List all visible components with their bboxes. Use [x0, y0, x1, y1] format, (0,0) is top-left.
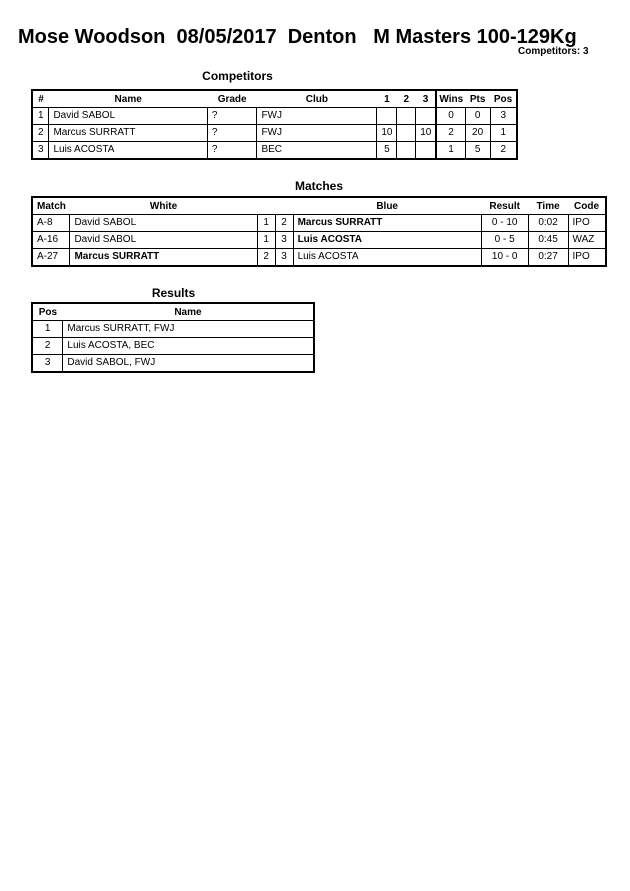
competitor-pos: 3: [490, 108, 517, 125]
competitor-club: BEC: [257, 142, 377, 160]
competitor-pts: 5: [465, 142, 490, 160]
competitor-score-1: [377, 108, 397, 125]
col-header-club: Club: [257, 90, 377, 108]
competitor-row: [32, 142, 517, 160]
competitor-num: 2: [32, 125, 49, 142]
competitor-name: Luis ACOSTA: [49, 142, 207, 160]
match-time: 0:45: [528, 232, 568, 249]
match-code: IPO: [568, 215, 606, 232]
result-name: David SABOL, FWJ: [63, 355, 314, 373]
results-section-title: Results: [151, 286, 196, 300]
col-header-results-pos: Pos: [32, 303, 63, 321]
matches-header-row: [32, 197, 606, 215]
match-white-num: 2: [257, 249, 275, 267]
match-white-name: David SABOL: [70, 232, 257, 249]
match-time: 0:02: [528, 215, 568, 232]
col-header-results-name: Name: [63, 303, 314, 321]
result-pos: 2: [32, 338, 63, 355]
competitor-name: David SABOL: [49, 108, 207, 125]
result-pos: 1: [32, 321, 63, 338]
competitor-score-3: [416, 108, 437, 125]
col-header-wins: Wins: [436, 90, 465, 108]
col-header-grade: Grade: [207, 90, 257, 108]
competitors-header-row: [32, 90, 517, 108]
match-result: 0 - 10: [481, 215, 528, 232]
match-id: A-8: [32, 215, 70, 232]
match-time: 0:27: [528, 249, 568, 267]
page-title: Mose Woodson 08/05/2017 Denton M Masters 100-129Kg: [18, 26, 577, 48]
result-pos: 3: [32, 355, 63, 373]
match-id: A-16: [32, 232, 70, 249]
result-name: Luis ACOSTA, BEC: [63, 338, 314, 355]
match-white-name: Marcus SURRATT: [70, 249, 257, 267]
competitor-num: 1: [32, 108, 49, 125]
competitor-club: FWJ: [257, 108, 377, 125]
col-header-result: Result: [481, 197, 528, 215]
match-blue-name: Luis ACOSTA: [293, 232, 481, 249]
col-header-time: Time: [528, 197, 568, 215]
match-blue-num: 2: [275, 215, 293, 232]
result-row: [32, 321, 314, 338]
competitor-row: [32, 125, 517, 142]
competitor-grade: ?: [207, 125, 257, 142]
competitor-club: FWJ: [257, 125, 377, 142]
match-result: 10 - 0: [481, 249, 528, 267]
competitors-count: Competitors: 3: [518, 46, 589, 57]
col-header-score-3: 3: [416, 90, 437, 108]
competitor-score-1: 5: [377, 142, 397, 160]
results-header-row: [32, 303, 314, 321]
competitor-pos: 2: [490, 142, 517, 160]
match-blue-num: 3: [275, 249, 293, 267]
result-row: [32, 355, 314, 373]
match-code: IPO: [568, 249, 606, 267]
competitor-pts: 20: [465, 125, 490, 142]
matches-table: [31, 196, 607, 267]
match-blue-name: Luis ACOSTA: [293, 249, 481, 267]
col-header-num: #: [32, 90, 49, 108]
competitor-pts: 0: [465, 108, 490, 125]
competitor-score-2: [397, 142, 416, 160]
match-white-name: David SABOL: [70, 215, 257, 232]
col-header-pos: Pos: [490, 90, 517, 108]
col-header-code: Code: [568, 197, 606, 215]
competitor-row: [32, 108, 517, 125]
result-name: Marcus SURRATT, FWJ: [63, 321, 314, 338]
matches-section-title: Matches: [294, 179, 344, 193]
match-white-num: 1: [257, 215, 275, 232]
match-white-num: 1: [257, 232, 275, 249]
match-id: A-27: [32, 249, 70, 267]
match-row: [32, 232, 606, 249]
competitor-wins: 0: [436, 108, 465, 125]
competitor-wins: 2: [436, 125, 465, 142]
col-header-white: White: [70, 197, 257, 215]
col-header-score-2: 2: [397, 90, 416, 108]
results-table: [31, 302, 315, 373]
result-row: [32, 338, 314, 355]
match-blue-num: 3: [275, 232, 293, 249]
competitor-pos: 1: [490, 125, 517, 142]
col-header-match: Match: [32, 197, 70, 215]
competitor-grade: ?: [207, 142, 257, 160]
competitor-score-2: [397, 125, 416, 142]
competitor-score-3: [416, 142, 437, 160]
competitors-table: [31, 89, 518, 160]
competitor-wins: 1: [436, 142, 465, 160]
competitor-score-3: 10: [416, 125, 437, 142]
match-result: 0 - 5: [481, 232, 528, 249]
col-header-score-1: 1: [377, 90, 397, 108]
competitor-score-2: [397, 108, 416, 125]
col-header-pts: Pts: [465, 90, 490, 108]
competitor-score-1: 10: [377, 125, 397, 142]
competitors-section-title: Competitors: [202, 69, 273, 83]
match-row: [32, 215, 606, 232]
competitor-grade: ?: [207, 108, 257, 125]
competitor-num: 3: [32, 142, 49, 160]
col-header-blue: Blue: [293, 197, 481, 215]
match-code: WAZ: [568, 232, 606, 249]
match-row: [32, 249, 606, 267]
col-header-name: Name: [49, 90, 207, 108]
competitor-name: Marcus SURRATT: [49, 125, 207, 142]
match-blue-name: Marcus SURRATT: [293, 215, 481, 232]
